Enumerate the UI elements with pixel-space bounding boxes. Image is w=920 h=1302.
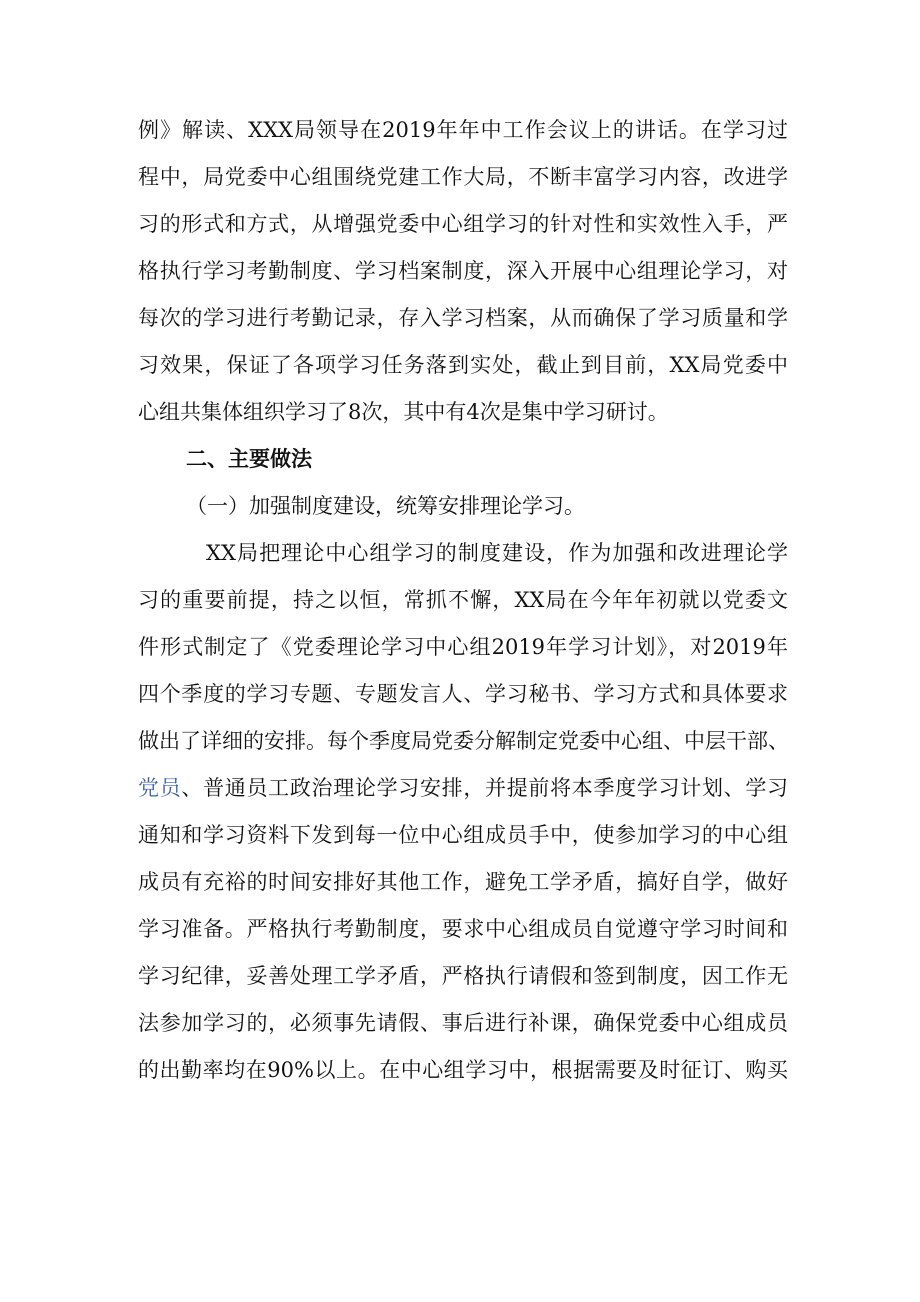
paragraph-line: 的出勤率均在90%以上。在中心组学习中，根据需要及时征订、购买	[138, 1058, 788, 1082]
paragraph-line: XX局把理论中心组学习的制度建设，作为加强和改进理论学	[206, 541, 788, 565]
paragraph-line: 每次的学习进行考勤记录，存入学习档案，从而确保了学习质量和学	[138, 306, 788, 330]
paragraph-line: 学习准备。严格执行考勤制度，要求中心组成员自觉遵守学习时间和	[138, 917, 788, 941]
paragraph-line: 习的形式和方式，从增强党委中心组学习的针对性和实效性入手，严	[138, 212, 788, 236]
paragraph-line: 件形式制定了《党委理论学习中心组2019年学习计划》，对2019年	[138, 635, 788, 659]
subsection-heading: （一）加强制度建设，统筹安排理论学习。	[186, 494, 585, 518]
section-heading: 二、主要做法	[186, 447, 312, 471]
paragraph-line: 四个季度的学习专题、专题发言人、学习秘书、学习方式和具体要求	[138, 682, 788, 706]
paragraph-line: 成员有充裕的时间安排好其他工作，避免工学矛盾，搞好自学，做好	[138, 870, 788, 894]
paragraph-line: 法参加学习的，必须事先请假、事后进行补课，确保党委中心组成员	[138, 1011, 788, 1035]
paragraph-line: 例》解读、XXX局领导在2019年年中工作会议上的讲话。在学习过	[138, 118, 788, 142]
paragraph-line-rest: 、普通员工政治理论学习安排，并提前将本季度学习计划、学习	[181, 776, 789, 800]
paragraph-line: 格执行学习考勤制度、学习档案制度，深入开展中心组理论学习，对	[138, 259, 788, 283]
paragraph-line: 心组共集体组织学习了8次，其中有4次是集中学习研讨。	[138, 400, 669, 424]
paragraph-line: 做出了详细的安排。每个季度局党委分解制定党委中心组、中层干部、	[138, 729, 789, 753]
paragraph-line-with-link	[138, 770, 788, 806]
paragraph-line: 程中，局党委中心组围绕党建工作大局，不断丰富学习内容，改进学	[138, 165, 788, 189]
party-member-link[interactable]: 党员	[138, 776, 182, 800]
paragraph-line: 通知和学习资料下发到每一位中心组成员手中，使参加学习的中心组	[138, 823, 788, 847]
paragraph-line: 习效果，保证了各项学习任务落到实处，截止到目前，XX局党委中	[138, 353, 788, 377]
paragraph-line: 习的重要前提，持之以恒，常抓不懈，XX局在今年年初就以党委文	[138, 588, 788, 612]
paragraph-line: 学习纪律，妥善处理工学矛盾，严格执行请假和签到制度，因工作无	[138, 964, 788, 988]
